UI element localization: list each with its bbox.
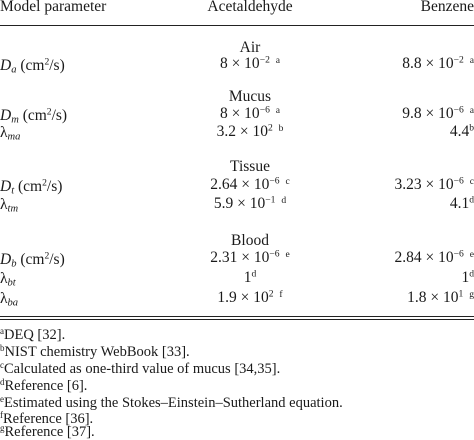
value-acetaldehyde-d-mucus: $8 \times 10^{-6}$ $^a$ bbox=[219, 104, 281, 122]
value-benzene-lambda-ba: $1.8 \times 10^1$ $^g$ bbox=[407, 288, 474, 306]
value-benzene-d-tissue: $3.23 \times 10^{-6}$ $^c$ bbox=[394, 175, 474, 193]
param-d-tissue: $D_t$ $(cm^2/s)$ bbox=[0, 177, 63, 197]
header-acetaldehyde: Acetaldehyde bbox=[207, 0, 293, 15]
value-acetaldehyde-lambda-tm: $5.9 \times 10^{-1}$ $^d$ bbox=[213, 194, 287, 212]
value-benzene-d-blood: $2.84 \times 10^{-6}$ $^e$ bbox=[394, 248, 474, 266]
param-lambda-bt: $\lambda_{bt}$ bbox=[0, 270, 16, 289]
footnote-b: $^b$NIST chemistry WebBook [33]. bbox=[0, 343, 190, 360]
value-benzene-d-mucus: $9.8 \times 10^{-6}$ $^a$ bbox=[402, 104, 474, 122]
footnote-a: $^a$DEQ [32]. bbox=[0, 326, 66, 343]
value-acetaldehyde-lambda-ma: $3.2 \times 10^2$ $^b$ bbox=[216, 122, 284, 140]
param-d-mucus: $D_m$ $(cm^2/s)$ bbox=[0, 106, 68, 126]
value-benzene-lambda-tm: 4.1$^d$ bbox=[449, 194, 474, 212]
section-mucus: Mucus bbox=[228, 88, 272, 105]
header-benzene: Benzene bbox=[420, 0, 474, 15]
header-rule bbox=[0, 25, 474, 26]
param-lambda-ba: $\lambda_{ba}$ bbox=[0, 290, 19, 309]
value-acetaldehyde-d-blood: $2.31 \times 10^{-6}$ $^e$ bbox=[210, 248, 290, 266]
section-tissue: Tissue bbox=[230, 158, 270, 175]
footnote-e: $^e$Estimated using the Stokes–Einstein–Sutherland equation. bbox=[0, 394, 343, 411]
section-blood: Blood bbox=[231, 232, 269, 249]
header-model-parameter: Model parameter bbox=[0, 0, 107, 15]
value-benzene-lambda-ma: 4.4$^b$ bbox=[449, 122, 474, 140]
table-bottom-rule-2 bbox=[0, 319, 474, 320]
value-acetaldehyde-lambda-bt: 1$^d$ bbox=[243, 268, 257, 286]
param-d-blood: $D_b$ $(cm^2/s)$ bbox=[0, 250, 65, 270]
param-d-air: $D_a$ $(cm^2/s)$ bbox=[0, 56, 65, 76]
footnote-f: $^f$Reference [36]. bbox=[0, 410, 94, 427]
value-benzene-lambda-bt: 1$^d$ bbox=[461, 268, 474, 286]
footnote-c: $^c$Calculated as one-third value of mucus [34,35]. bbox=[0, 360, 281, 377]
footnote-d: $^d$Reference [6]. bbox=[0, 377, 88, 394]
table-bottom-rule-1 bbox=[0, 316, 474, 317]
value-benzene-d-air: $8.8 \times 10^{-2}$ $^a$ bbox=[402, 54, 474, 72]
param-lambda-ma: $\lambda_{ma}$ bbox=[0, 124, 21, 143]
value-acetaldehyde-lambda-ba: $1.9 \times 10^2$ $^f$ bbox=[217, 288, 283, 306]
footnote-g: $^g$Reference [37]. bbox=[0, 423, 95, 440]
value-acetaldehyde-d-air: $8 \times 10^{-2}$ $^a$ bbox=[219, 54, 281, 72]
param-lambda-tm: $\lambda_{tm}$ bbox=[0, 196, 19, 215]
value-acetaldehyde-d-tissue: $2.64 \times 10^{-6}$ $^c$ bbox=[210, 175, 290, 193]
section-air: Air bbox=[239, 39, 261, 56]
